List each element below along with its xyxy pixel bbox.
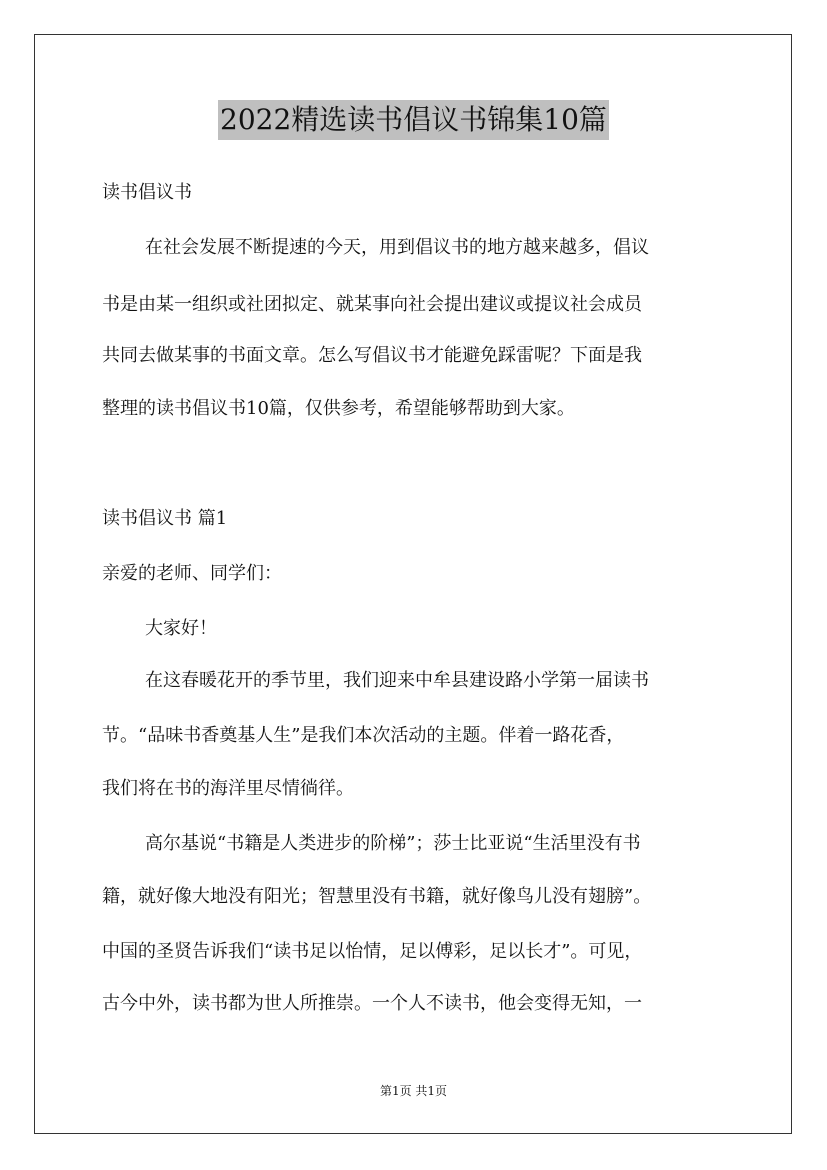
heading-reading-proposal: 读书倡议书 bbox=[102, 182, 192, 203]
intro-line-4: 整理的读书倡议书10篇，仅供参考，希望能够帮助到大家。 bbox=[102, 398, 575, 419]
para2-line-4: 古今中外，读书都为世人所推崇。一个人不读书，他会变得无知，一 bbox=[102, 993, 642, 1014]
para2-line-3: 中国的圣贤告诉我们“读书足以怡情，足以傅彩，足以长才”。可见， bbox=[102, 941, 643, 962]
section-heading: 读书倡议书 篇1 bbox=[102, 508, 228, 529]
salutation: 亲爱的老师、同学们： bbox=[102, 563, 282, 584]
intro-line-2: 书是由某一组织或社团拟定、就某事向社会提出建议或提议社会成员 bbox=[102, 294, 642, 315]
document-title: 2022精选读书倡议书锦集10篇 bbox=[218, 100, 609, 140]
page-number-footer: 第1页 共1页 bbox=[379, 1084, 448, 1098]
intro-line-1: 在社会发展不断提速的今天，用到倡议书的地方越来越多，倡议 bbox=[145, 237, 649, 258]
para1-line-3: 我们将在书的海洋里尽情徜徉。 bbox=[102, 778, 354, 799]
title-container bbox=[0, 100, 827, 140]
greeting: 大家好！ bbox=[145, 618, 217, 639]
intro-line-3: 共同去做某事的书面文章。怎么写倡议书才能避免踩雷呢？下面是我 bbox=[102, 345, 642, 366]
para2-line-1: 高尔基说“书籍是人类进步的阶梯”；莎士比亚说“生活里没有书 bbox=[145, 833, 641, 854]
para2-line-2: 籍，就好像大地没有阳光；智慧里没有书籍，就好像鸟儿没有翅膀”。 bbox=[102, 886, 652, 907]
para1-line-1: 在这春暖花开的季节里，我们迎来中牟县建设路小学第一届读书 bbox=[145, 670, 649, 691]
para1-line-2: 节。“品味书香奠基人生”是我们本次活动的主题。伴着一路花香， bbox=[102, 725, 625, 746]
